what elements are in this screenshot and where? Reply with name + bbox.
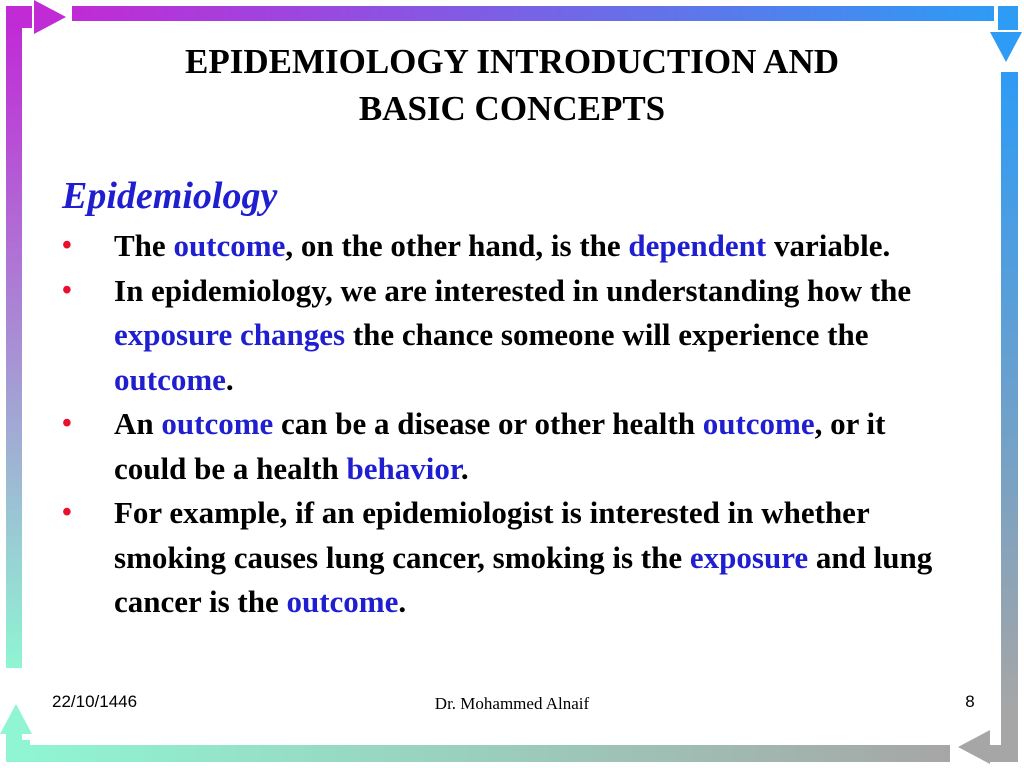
bullet-dot-icon: • xyxy=(62,408,72,439)
highlight-term: exposure changes xyxy=(114,317,346,352)
bullet-list xyxy=(62,224,962,625)
bullet-text: , on the other hand, is the xyxy=(285,228,629,263)
frame-bottom-right xyxy=(990,745,1018,762)
bullet-text: the chance someone will experience the xyxy=(345,317,869,352)
bullet-item xyxy=(62,402,962,491)
bullet-dot-icon: • xyxy=(62,230,72,261)
bullet-text: and lung cancer is the xyxy=(114,539,933,619)
bullet-text: variable. xyxy=(766,228,891,263)
bullet-text: In epidemiology, we are interested in understanding how the xyxy=(114,272,912,308)
title-line-2: BASIC CONCEPTS xyxy=(358,89,666,128)
page-number: 8 xyxy=(965,692,975,711)
arrow-right-icon xyxy=(34,0,66,34)
section-heading: Epidemiology xyxy=(62,175,278,217)
bullet-text: . xyxy=(225,361,234,397)
bullet-dot-icon: • xyxy=(62,274,72,306)
frame-top-left xyxy=(6,6,32,28)
title-line-1: EPIDEMIOLOGY INTRODUCTION AND xyxy=(184,42,840,81)
highlight-term: exposure xyxy=(689,539,809,575)
highlight-term: outcome xyxy=(702,406,815,441)
highlight-term: dependent xyxy=(628,228,767,263)
footer-author: Dr. Mohammed Alnaif xyxy=(434,694,590,713)
frame-left-column xyxy=(6,28,22,668)
bullet-text: . xyxy=(460,450,469,486)
frame-bottom-bar xyxy=(30,745,950,762)
bullet-text: can be a disease or other health xyxy=(273,406,703,441)
bullet-item xyxy=(62,491,962,625)
highlight-term: outcome xyxy=(114,361,226,397)
frame-right-column xyxy=(1001,72,1018,712)
bullet-text: , or it could be a health xyxy=(114,406,886,486)
highlight-term: outcome xyxy=(173,228,286,263)
arrow-down-icon xyxy=(990,32,1022,62)
bullet-dot-icon: • xyxy=(62,497,72,528)
bullet-text: For example, if an epidemiologist is interested in whether smoking causes lung cancer, smoking is the xyxy=(114,495,870,575)
bullet-text: . xyxy=(398,584,407,619)
slide-title xyxy=(90,38,934,132)
arrow-left-icon xyxy=(958,730,990,764)
bullet-item xyxy=(62,224,962,269)
highlight-term: outcome xyxy=(161,406,274,441)
highlight-term: behavior xyxy=(346,450,461,486)
frame-left-lower xyxy=(6,732,22,744)
frame-right-bar xyxy=(998,6,1018,30)
bullet-item xyxy=(62,269,962,403)
highlight-term: outcome xyxy=(286,584,399,619)
frame-top-bar xyxy=(72,6,994,21)
footer-date: 22/10/1446 xyxy=(52,692,138,711)
bullet-text: An xyxy=(114,406,162,441)
bullet-text: The xyxy=(114,228,174,263)
